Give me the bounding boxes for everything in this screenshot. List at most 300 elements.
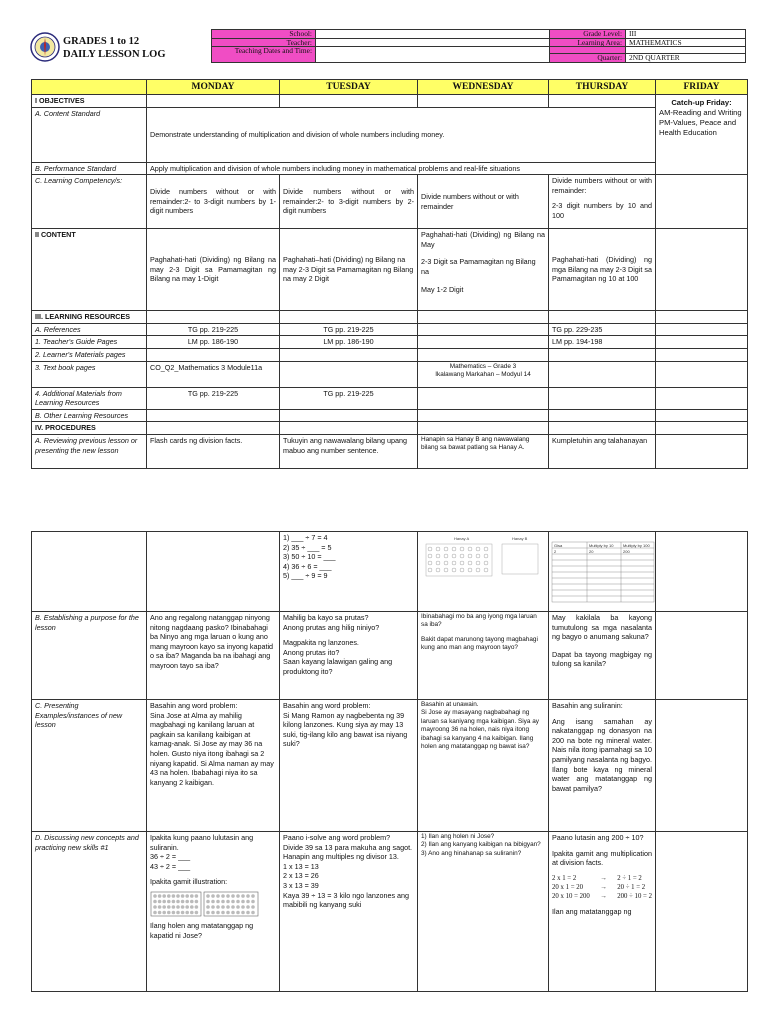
discussing-tuesday-5: 2 x 13 = 26 [283, 871, 319, 881]
discussing-monday-2: 36 ÷ 2 = ___ [150, 852, 191, 862]
marble-dot [226, 905, 230, 909]
marble-dot [153, 900, 157, 904]
textbook-wednesday-1: Mathematics – Grade 3 [449, 362, 517, 370]
marble-dot [216, 900, 220, 904]
thursday-multiply-table-image [549, 532, 656, 612]
marble-dot [167, 894, 171, 898]
marble-dot [241, 894, 245, 898]
bead-dot [460, 568, 464, 572]
marble-dot [206, 911, 210, 915]
marble-dot [251, 911, 255, 915]
discussing-wednesday-2: 2) Ilan ang kanyang kaibigan na bibigyan? [421, 841, 541, 849]
empty-cell [280, 361, 418, 387]
bead-dot [460, 561, 464, 565]
friday-catchup-cell [656, 95, 748, 175]
presenting-wednesday-1: Basahin at unawain. [421, 701, 479, 708]
purpose-tuesday-5: Saan kayang lalawigan galing ang produktong ito? [283, 657, 393, 676]
purpose-label: B. Establishing a purpose for the lesson [32, 612, 147, 700]
discussing-wednesday-3: 3) Ano ang hinahanap sa suliranin? [421, 849, 522, 857]
discussing-monday-4: Ipakita gamit illustration: [150, 877, 228, 887]
empty-cell [418, 311, 549, 324]
presenting-tuesday [280, 700, 418, 832]
discussing-tuesday-7: Kaya 39 ÷ 13 = 3 kilo ngo lanzones ang mabibili ng kanyang suki [283, 890, 410, 910]
review-monday: Flash cards ng division facts. [147, 434, 280, 468]
review-tuesday: Tukuyin ang nawawalang bilang upang mabuo ang number sentence. [280, 434, 418, 468]
bead-dot [452, 568, 456, 572]
empty-cell [549, 422, 656, 435]
marble-dot [158, 894, 162, 898]
empty-cell [549, 95, 656, 108]
marble-dot [162, 894, 166, 898]
purpose-wednesday [418, 612, 549, 700]
marble-dot [176, 911, 180, 915]
textbook-wednesday-2: Ikalawang Markahan – Modyul 14 [435, 370, 531, 378]
marble-dot [181, 894, 185, 898]
purpose-wednesday-2: Bakit dapat marunong tayong magbahagi kung ano man ang mayroon tayo? [421, 635, 538, 652]
empty-cell [656, 229, 748, 311]
bead-dot [468, 547, 472, 551]
marble-dot [231, 911, 235, 915]
school-label: School: [212, 30, 316, 39]
teacher-guide-monday: LM pp. 186-190 [147, 336, 280, 349]
fact: 20 x 1 = 20 [552, 883, 584, 891]
grade-level-value: III [626, 30, 746, 39]
empty-cell [656, 175, 748, 229]
objectives-heading: I OBJECTIVES [32, 95, 147, 108]
bead-dot [436, 568, 440, 572]
day-monday: MONDAY [147, 80, 280, 95]
references-label: A. References [32, 323, 147, 336]
presenting-thursday-2: Ang isang samahan ay nakatanggap ng donasyon na 200 na bote ng mineral water. Nais nila itong ipamahagi sa 10 pamilyang nasalanta ng bagyo. Ilang bote kaya ng mineral water ang matatanggap ng bawat pamilya? [552, 716, 652, 793]
content-wednesday-1: Paghahati-hati (Dividing) ng Bilang na May [421, 230, 545, 249]
empty-cell [418, 336, 549, 349]
marble-dot [211, 900, 215, 904]
bead-dot [428, 568, 432, 572]
bead-dot [460, 547, 464, 551]
lesson-log-table [31, 79, 748, 469]
discussing-monday-1: Ipakita kung paano lulutasin ang suliranin. [150, 833, 254, 852]
purpose-thursday-1: May kakilala ba kayong tumutulong sa mga nasalanta ng bagyo o anumang sakuna? [552, 613, 652, 642]
hanay-b-label: Hanay B [512, 536, 528, 541]
content-wednesday [418, 229, 549, 311]
references-monday: TG pp. 219-225 [147, 323, 280, 336]
bead-dot [428, 561, 432, 565]
learner-materials-label: 2. Learner's Materials pages [32, 348, 147, 361]
bead-dot [484, 547, 488, 551]
review-wednesday: Hanapin sa Hanay B ang nawawalang bilang sa bawat patlang sa Hanay A. [418, 434, 549, 468]
fact: 2 x 1 = 2 [552, 874, 577, 882]
marble-dot [172, 905, 176, 909]
bead-dot [436, 554, 440, 558]
school-field[interactable] [316, 30, 550, 39]
discussing-thursday-1: Paano lutasin ang 200 ÷ 10? [552, 833, 644, 842]
presenting-wednesday [418, 700, 549, 832]
empty-cell [549, 348, 656, 361]
day-tuesday: TUESDAY [280, 80, 418, 95]
marble-dot [153, 905, 157, 909]
marble-dot [226, 900, 230, 904]
table-cell: 20 [589, 549, 594, 554]
marble-dot [246, 894, 250, 898]
additional-monday: TG pp. 219-225 [147, 387, 280, 409]
empty-cell [418, 387, 549, 409]
marble-dot [190, 905, 194, 909]
equation: 5) ___ ÷ 9 = 9 [283, 571, 328, 581]
marble-dot [158, 911, 162, 915]
fact: 20 x 10 = 200 [552, 892, 590, 900]
presenting-thursday [549, 700, 656, 832]
bead-dot [444, 568, 448, 572]
marble-dot [236, 911, 240, 915]
marble-dot [226, 894, 230, 898]
bead-dot [476, 554, 480, 558]
empty-cell [656, 323, 748, 336]
catchup-title: Catch-up Friday: [671, 98, 732, 107]
purpose-thursday [549, 612, 656, 700]
marble-dot [190, 894, 194, 898]
blank-label [550, 47, 626, 54]
discussing-tuesday-4: 1 x 13 = 13 [283, 861, 319, 871]
empty-cell [147, 422, 280, 435]
arrow-icon: → → → [600, 874, 607, 900]
presenting-tuesday-1: Basahin ang word problem: [283, 701, 371, 710]
empty-cell [418, 409, 549, 422]
empty-cell [656, 434, 748, 468]
content-wednesday-2: 2-3 Digit sa Pamamagitan ng Bilang na [421, 257, 536, 276]
hanay-worksheet-illustration [420, 534, 544, 580]
purpose-tuesday-4: Anong prutas ito? [283, 647, 340, 657]
purpose-tuesday-1: Mahilig ba kayo sa prutas? [283, 613, 369, 622]
quarter-value: 2ND QUARTER [626, 54, 746, 63]
marble-dot [246, 905, 250, 909]
deped-seal-logo [30, 32, 60, 62]
marble-dot [221, 905, 225, 909]
equation: 2) 35 ÷ ___ = 5 [283, 542, 332, 552]
marble-dot [236, 900, 240, 904]
purpose-tuesday-3: Magpakita ng lanzones. [283, 638, 359, 648]
empty-cell [418, 95, 549, 108]
facts-block [552, 874, 652, 901]
empty-cell [147, 311, 280, 324]
marble-dot [241, 900, 245, 904]
marble-dot [236, 905, 240, 909]
empty-cell [656, 361, 748, 387]
presenting-label: C. Presenting Examples/instances of new lesson [32, 700, 147, 832]
discussing-tuesday-1: Paano i-solve ang word problem? [283, 833, 391, 842]
empty-cell [280, 348, 418, 361]
empty-cell [418, 323, 549, 336]
title-line2: DAILY LESSON LOG [63, 49, 166, 60]
discussing-monday-3: 43 ÷ 2 = ___ [150, 861, 191, 871]
tuesday-equations [280, 532, 418, 612]
bead-dot [452, 561, 456, 565]
marble-dot [181, 911, 185, 915]
marble-dot [181, 900, 185, 904]
empty-cell [280, 95, 418, 108]
marble-dot [195, 894, 199, 898]
teacher-label: Teacher: [212, 38, 316, 47]
presenting-tuesday-2: Si Mang Ramon ay nagbebenta ng 39 kilong lanzones. Kung siya ay may 13 suki, tig-ilang kilo ang bawat isa niyang suki? [283, 710, 408, 749]
references-tuesday: TG pp. 219-225 [280, 323, 418, 336]
review-thursday: Kumpletuhin ang talahanayan [549, 434, 656, 468]
table-header-3: Multiply by 100 [623, 543, 650, 548]
bead-dot [444, 547, 448, 551]
additional-tuesday: TG pp. 219-225 [280, 387, 418, 409]
discussing-monday [147, 832, 280, 992]
marble-dot [236, 894, 240, 898]
teacher-guide-label: 1. Teacher's Guide Pages [32, 336, 147, 349]
competency-label: C. Learning Competency/s: [32, 175, 147, 229]
empty-cell [656, 612, 748, 700]
table-header-1: Gisa [554, 543, 563, 548]
empty-cell [656, 409, 748, 422]
marble-dot [195, 911, 199, 915]
marble-dot [206, 900, 210, 904]
bead-dot [428, 547, 432, 551]
competency-tuesday: Divide numbers without or with remainder:2- to 3-digit numbers by 2- digit numbers [280, 175, 418, 229]
content-thursday: Paghahati-hati (Dividing) ng mga Bilang na may 2-3 Digit sa Pamamagitan ng 10 at 100 [549, 229, 656, 311]
marble-dot [167, 905, 171, 909]
bead-dots [428, 547, 488, 572]
review-label: A. Reviewing previous lesson or presenting the new lesson [32, 434, 147, 468]
marble-dot [251, 905, 255, 909]
marble-dot [190, 911, 194, 915]
header-info-table [211, 29, 746, 63]
bead-dot [436, 561, 440, 565]
purpose-thursday-2: Dapat ba tayong magbigay ng tulong sa kanila? [552, 649, 652, 669]
marbles-illustration [150, 889, 260, 919]
purpose-tuesday-2: Anong prutas ang hilig niniyo? [283, 622, 380, 632]
marble-dot [167, 900, 171, 904]
discussing-tuesday-3: Hanapin ang multiples ng divisor 13. [283, 852, 399, 862]
empty-cell [549, 387, 656, 409]
marble-dot [167, 911, 171, 915]
empty-cell [147, 409, 280, 422]
marble-dot [185, 905, 189, 909]
content-monday: Paghahati-hati (Dividing) ng Bilang na may 2-3 Digit sa Pamamagitan ng Bilang na may 1-Digit [147, 229, 280, 311]
marble-dot [162, 911, 166, 915]
blank-value [626, 47, 746, 54]
discussing-wednesday [418, 832, 549, 992]
competency-thursday [549, 175, 656, 229]
presenting-thursday-1: Basahin ang suliranin: [552, 701, 623, 710]
bead-dot [452, 554, 456, 558]
quarter-label: Quarter: [550, 54, 626, 63]
marble-dot [153, 911, 157, 915]
teacher-guide-thursday: LM pp. 194-198 [549, 336, 656, 349]
table-header-2: Multiply by 10 [589, 543, 614, 548]
teacher-field[interactable] [316, 38, 550, 47]
bead-dot [484, 561, 488, 565]
division-facts [617, 874, 652, 901]
empty-cell [418, 348, 549, 361]
empty-cell [549, 311, 656, 324]
marble-dot [153, 894, 157, 898]
marble-dot [176, 894, 180, 898]
empty-cell [147, 348, 280, 361]
bead-dot [428, 554, 432, 558]
learning-area-label: Learning Area: [550, 38, 626, 47]
marble-dot [241, 911, 245, 915]
fact: 20 ÷ 1 = 2 [617, 883, 646, 891]
discussing-thursday-2: Ipakita gamit ang multiplication at division facts. [552, 848, 652, 868]
performance-standard-label: B. Performance Standard [32, 162, 147, 175]
empty-cell [280, 311, 418, 324]
marble-dot [185, 894, 189, 898]
marble-dot [216, 911, 220, 915]
marble-dot [162, 905, 166, 909]
empty-cell [656, 532, 748, 612]
day-thursday: THURSDAY [549, 80, 656, 95]
discussing-tuesday-2: Divide 39 sa 13 para makuha ang sagot. [283, 842, 413, 852]
bead-dot [468, 561, 472, 565]
resources-heading: III. LEARNING RESOURCES [32, 311, 147, 324]
presenting-wednesday-2: Si Jose ay masayang nagbabahagi ng laruan sa kaniyang mga kaibigan. Siya ay mayroong 36 na holen, nais niya itong ibahagi sa kanyang 4 na kaibigan. Ilang holen ang matatanggap ng bawat isa? [421, 709, 539, 751]
marble-dot [172, 900, 176, 904]
table-cell: 2 [554, 549, 557, 554]
equation: 1) ___ ÷ 7 = 4 [283, 533, 328, 542]
marble-dot [221, 900, 225, 904]
marble-dot [251, 894, 255, 898]
references-thursday: TG pp. 229-235 [549, 323, 656, 336]
equation: 3) 50 ÷ 10 = ___ [283, 552, 336, 562]
textbook-wednesday [418, 361, 549, 387]
marble-dot [211, 905, 215, 909]
marble-dot [172, 911, 176, 915]
catchup-am: AM-Reading and Writing [659, 108, 742, 117]
fact: 2 ÷ 1 = 2 [617, 874, 642, 882]
empty-cell [656, 832, 748, 992]
empty-cell [656, 387, 748, 409]
marble-dot [158, 900, 162, 904]
marble-dot [158, 905, 162, 909]
competency-wednesday: Divide numbers without or with remainder [418, 175, 549, 229]
discussing-thursday [549, 832, 656, 992]
marble-dot [211, 911, 215, 915]
marble-dot [206, 905, 210, 909]
bead-dot [468, 554, 472, 558]
marble-dot [221, 894, 225, 898]
textbook-monday: CO_Q2_Mathematics 3 Module11a [147, 361, 280, 387]
marble-dot [190, 900, 194, 904]
marble-dot [216, 894, 220, 898]
bead-dot [460, 554, 464, 558]
hanay-a-label: Hanay A [454, 536, 470, 541]
competency-thursday-1: Divide numbers without or with remainder: [552, 176, 652, 195]
corner-cell [32, 80, 147, 95]
bead-dot [444, 554, 448, 558]
marble-dot [221, 911, 225, 915]
marble-dot [185, 911, 189, 915]
bead-dot [476, 561, 480, 565]
marble-dot [231, 894, 235, 898]
discussing-thursday-3: Ilan ang matatanggap ng [552, 906, 632, 916]
marble-dot [246, 911, 250, 915]
bead-dot [484, 554, 488, 558]
empty-cell [549, 409, 656, 422]
marble-dot [185, 900, 189, 904]
presenting-monday-1: Basahin ang word problem: [150, 701, 238, 710]
empty-cell [656, 336, 748, 349]
bead-dot [476, 568, 480, 572]
marble-dot [231, 900, 235, 904]
performance-standard-text: Apply multiplication and division of whole numbers including money in mathematical problems and real-life situations [147, 162, 656, 175]
empty-cell [656, 348, 748, 361]
discussing-monday-5: Ilang holen ang matatanggap ng kapatid ni Jose? [150, 920, 254, 940]
marble-dot [176, 900, 180, 904]
table-cell: 200 [623, 549, 630, 554]
multiplication-facts [552, 874, 590, 901]
empty-cell [656, 700, 748, 832]
competency-monday: Divide numbers without or with remainder:2- to 3-digit numbers by 1- digit numbers [147, 175, 280, 229]
empty-cell [549, 361, 656, 387]
purpose-monday: Ano ang regalong natanggap ninyong nitong nagdaang pasko? Ibinabahagi ba Ninyo ang mga laruan o kung ano mang mayroon kayo sa inyong kapatid o sa iba? Maganda ba na ibahagi ang mayroon tayo sa iba? [147, 612, 280, 700]
lesson-log-table-continued [31, 531, 748, 992]
empty-cell [147, 532, 280, 612]
bead-grid [426, 544, 538, 576]
content-standard-label: A. Content Standard [32, 107, 147, 162]
multiply-table-illustration [551, 536, 655, 604]
empty-cell [280, 409, 418, 422]
marble-dot [211, 894, 215, 898]
marble-dot [206, 894, 210, 898]
purpose-tuesday [280, 612, 418, 700]
marble-dot [195, 905, 199, 909]
day-friday: FRIDAY [656, 80, 748, 95]
content-tuesday: Paghahati–hati (Dividing) ng Bilang na may 2-3 Digit sa Pamamagitan ng Bilang na may 2 Digit [280, 229, 418, 311]
content-wednesday-3: May 1-2 Digit [421, 284, 464, 294]
empty-cell [418, 422, 549, 435]
fact: 200 ÷ 10 = 2 [617, 892, 652, 900]
presenting-monday [147, 700, 280, 832]
additional-materials-label: 4. Additional Materials from Learning Resources [32, 387, 147, 409]
marble-dot [181, 905, 185, 909]
marble-dot [246, 900, 250, 904]
marble-dot [226, 911, 230, 915]
bead-dot [468, 568, 472, 572]
teaching-dates-label: Teaching Dates and Time: [212, 47, 316, 63]
marble-dot [176, 905, 180, 909]
teacher-guide-tuesday: LM pp. 186-190 [280, 336, 418, 349]
marble-dot [195, 900, 199, 904]
marble-dot [172, 894, 176, 898]
bead-dot [476, 547, 480, 551]
marble-dot [231, 905, 235, 909]
competency-thursday-2: 2-3 digit numbers by 10 and 100 [552, 201, 652, 220]
purpose-wednesday-1: Ibinabahagi mo ba ang iyong mga laruan sa iba? [421, 613, 537, 629]
empty-cell [656, 422, 748, 435]
learning-area-value: MATHEMATICS [626, 38, 746, 47]
other-resources-label: B. Other Learning Resources [32, 409, 147, 422]
day-wednesday: WEDNESDAY [418, 80, 549, 95]
discussing-tuesday [280, 832, 418, 992]
catchup-pm: PM-Values, Peace and Health Education [659, 118, 737, 137]
discussing-tuesday-6: 3 x 13 = 39 [283, 880, 319, 890]
textbook-label: 3. Text book pages [32, 361, 147, 387]
discussing-wednesday-1: 1) Ilan ang holen ni Jose? [421, 833, 495, 840]
bead-dot [452, 547, 456, 551]
marble-dot [216, 905, 220, 909]
marble-dot [162, 900, 166, 904]
teaching-dates-field[interactable] [316, 47, 550, 63]
wednesday-worksheet-image [418, 532, 549, 612]
empty-cell [32, 532, 147, 612]
grade-level-label: Grade Level: [550, 30, 626, 39]
empty-cell [147, 95, 280, 108]
bead-dot [444, 561, 448, 565]
document-title [63, 35, 166, 61]
marble-dot [241, 905, 245, 909]
